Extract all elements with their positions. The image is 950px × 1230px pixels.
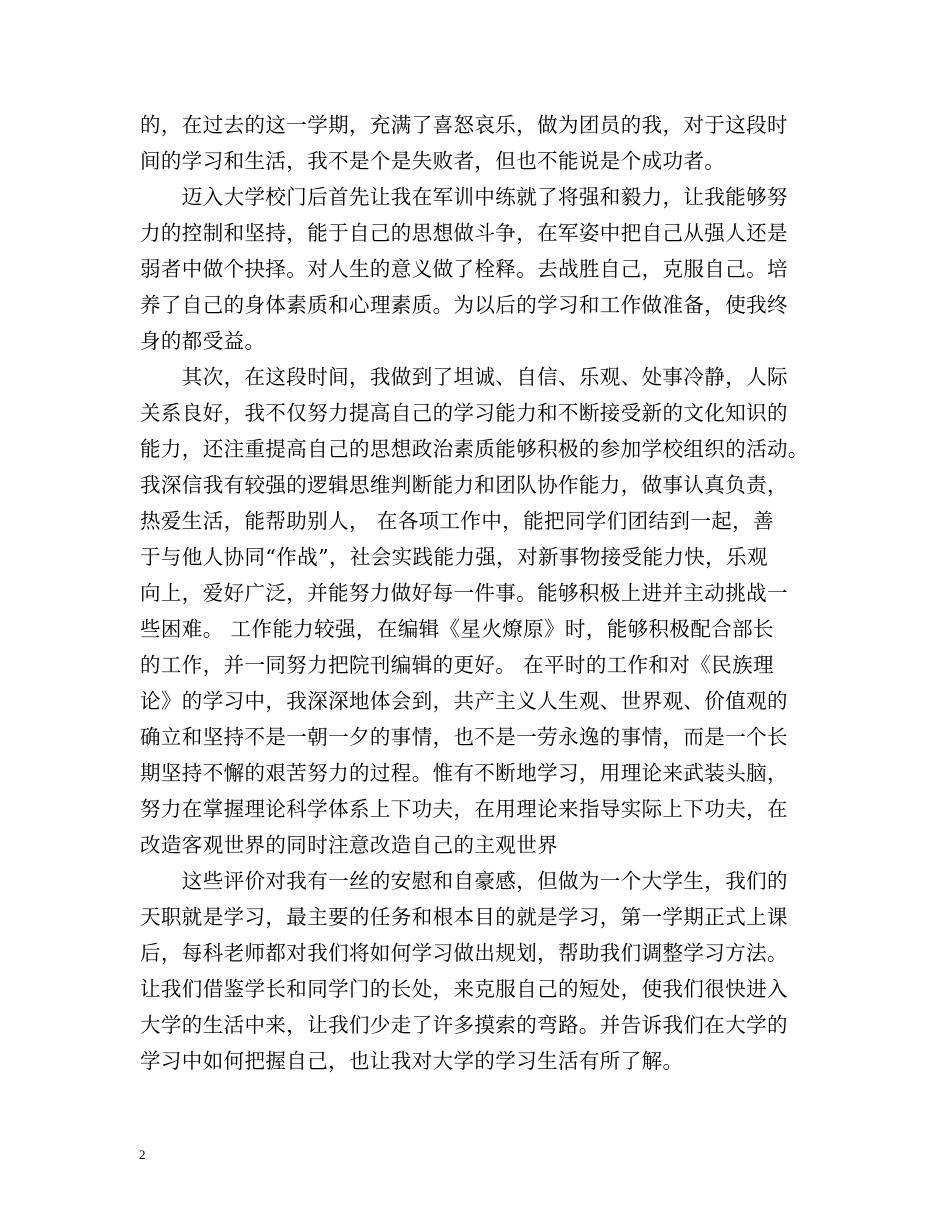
text-line: 向上，爱好广泛，并能努力做好每一件事。能够积极上进并主动挑战一	[140, 581, 788, 605]
text-line: 身的都受益。	[140, 329, 266, 353]
text-line: 这些评价对我有一丝的安慰和自豪感，但做为一个大学生，我们的	[140, 869, 788, 893]
text-line: 天职就是学习，最主要的任务和根本目的就是学习，第一学期正式上课	[140, 905, 788, 929]
text-line: 大学的生活中来，让我们少走了许多摸索的弯路。并告诉我们在大学的	[140, 1013, 788, 1037]
text-line: 关系良好，我不仅努力提高自己的学习能力和不断接受新的文化知识的	[140, 401, 788, 425]
text-line: 努力在掌握理论科学体系上下功夫，在用理论来指导实际上下功夫，在	[140, 797, 788, 821]
text-line: 改造客观世界的同时注意改造自己的主观世界	[140, 833, 558, 857]
text-line: 弱者中做个抉择。对人生的意义做了栓释。去战胜自己，克服自己。培	[140, 257, 788, 281]
text-line: 能力，还注重提高自己的思想政治素质能够积极的参加学校组织的活动。	[140, 437, 809, 461]
text-line: 于与他人协同“作战”，社会实践能力强，对新事物接受能力快，乐观	[140, 545, 768, 569]
text-line: 间的学习和生活，我不是个是失败者，但也不能说是个成功者。	[140, 149, 726, 173]
text-line: 确立和坚持不是一朝一夕的事情，也不是一劳永逸的事情，而是一个长	[140, 725, 788, 749]
text-line: 力的控制和坚持，能于自己的思想做斗争，在军姿中把自己从强人还是	[140, 221, 788, 245]
text-line: 让我们借鉴学长和同学门的长处，来克服自己的短处，使我们很快进入	[140, 977, 788, 1001]
text-line: 迈入大学校门后首先让我在军训中练就了将强和毅力，让我能够努	[140, 185, 788, 209]
text-line: 论》的学习中，我深深地体会到，共产主义人生观、世界观、价值观的	[140, 689, 788, 713]
text-line: 热爱生活，能帮助别人， 在各项工作中，能把同学们团结到一起，善	[140, 509, 774, 533]
text-line: 学习中如何把握自己，也让我对大学的学习生活有所了解。	[140, 1049, 684, 1073]
page-number: 2	[139, 1147, 146, 1162]
text-line: 我深信我有较强的逻辑思维判断能力和团队协作能力，做事认真负责，	[140, 473, 788, 497]
text-line: 的工作，并一同努力把院刊编辑的更好。 在平时的工作和对《民族理	[140, 653, 774, 677]
text-line: 的，在过去的这一学期，充满了喜怒哀乐，做为团员的我，对于这段时	[140, 113, 788, 137]
text-line: 其次，在这段时间，我做到了坦诚、自信、乐观、处事冷静，人际	[140, 365, 788, 389]
text-line: 期坚持不懈的艰苦努力的过程。惟有不断地学习，用理论来武装头脑，	[140, 761, 788, 785]
text-line: 后，每科老师都对我们将如何学习做出规划，帮助我们调整学习方法。	[140, 941, 788, 965]
text-line: 养了自己的身体素质和心理素质。为以后的学习和工作做准备，使我终	[140, 293, 788, 317]
text-line: 些困难。 工作能力较强，在编辑《星火燎原》时，能够积极配合部长	[140, 617, 774, 641]
